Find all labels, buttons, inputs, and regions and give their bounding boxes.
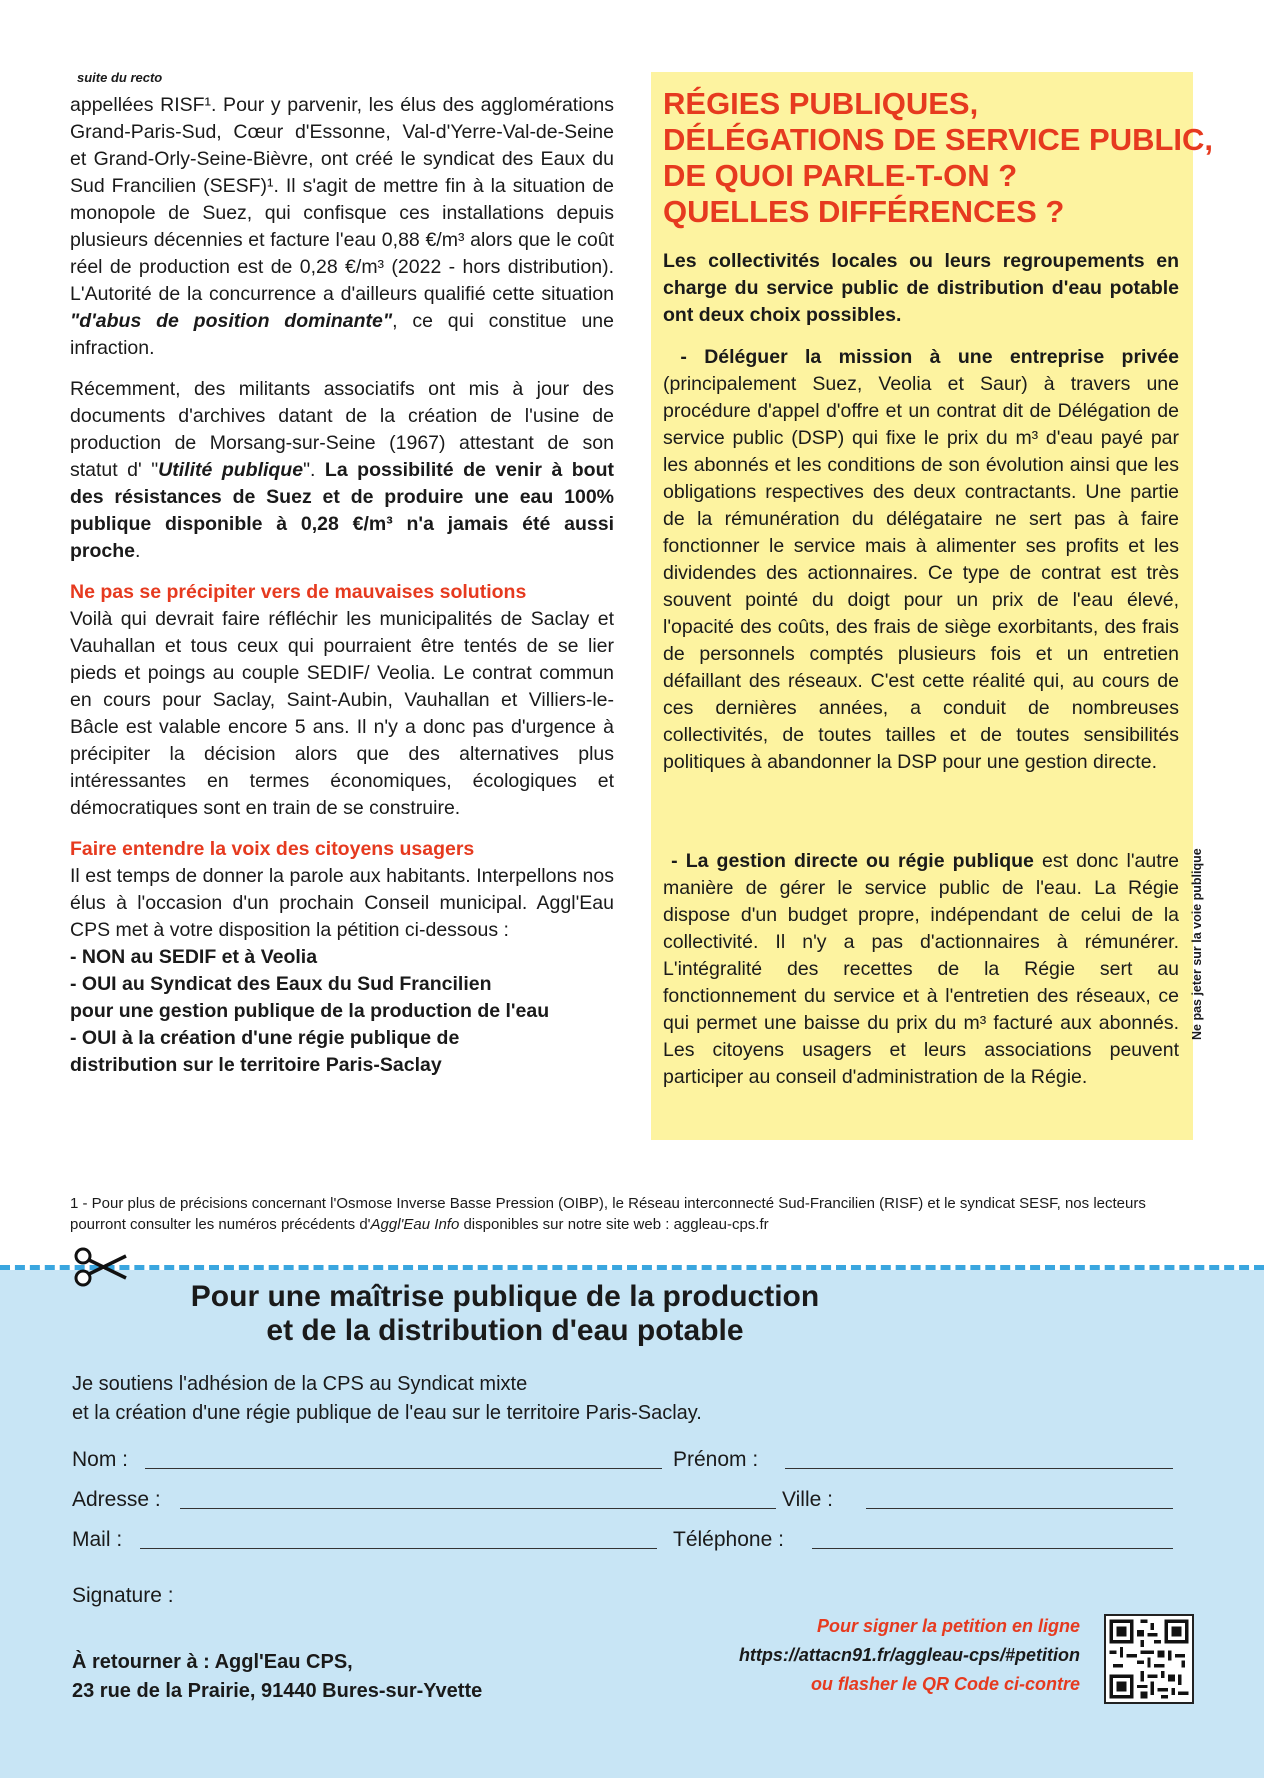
heading-solutions: Ne pas se précipiter vers de mauvaises solutions — [70, 581, 527, 603]
info-box-regie: - La gestion directe ou régie publique est donc l'autre manière de gérer le service public de l'eau. La Régie dispose d'un budget propre, indépendant de celui de la collectivité. Il n'y a pas d'actionnaires à rémunérer. L'intégralité des recettes de la Régie sert au fonctionnement du service et à l'entretien des réseaux, ce qui permet une baisse du prix du m³ facturé aux abonnés. Les citoyens usagers et leurs associations peuvent participer au conseil d'administration de la Régie. — [663, 850, 1179, 1088]
list-item: - OUI à la création d'une régie publique de — [70, 1027, 460, 1049]
list-item: pour une gestion publique de la production de l'eau — [70, 1000, 550, 1022]
info-box-dsp: - Déléguer la mission à une entreprise privée (principalement Suez, Veolia et Saur) à travers une procédure d'appel d'offre et un contrat dit de Délégation de service public (DSP) qui fixe le prix du m³ d'eau payé par les abonnés et les conditions de son évolution ainsi que les obligations respectives des deux contractants. Une partie de la rémunération du délégataire ne sert pas à faire fonctionner le service mais à alimenter ses profits et les dividendes des actionnaires. Ce type de contrat est très souvent pointé du doigt pour un prix de l'eau élevé, l'opacité des coûts, des frais de siège exorbitants, des frais de personnels comptés plusieurs fois et un entretien défaillant des réseaux. C'est cette réalité qui, au cours de ces dernières années, a conduit de nombreuses collectivités, de toutes tailles et de toutes sensibilités politiques à abandonner la DSP pour une gestion directe. — [663, 346, 1179, 773]
return-address: À retourner à : Aggl'Eau CPS, 23 rue de la Prairie, 91440 Bures-sur-Yvette — [72, 1651, 483, 1702]
continued-note: suite du recto — [77, 70, 163, 85]
mail-field[interactable] — [140, 1548, 657, 1549]
footnote: 1 - Pour plus de précisions concernant l'Osmose Inverse Basse Pression (OIBP), le Réseau interconnecté Sud-Francilien (RISF) et le syndicat SESF, nos lecteurs pourront consulter les numéros précédents d'Aggl'Eau Info disponibles sur notre site web : aggleau-cps.fr — [70, 1195, 1146, 1233]
mail-label: Mail : — [72, 1528, 123, 1551]
telephone-field[interactable] — [812, 1548, 1173, 1549]
petition-title: Pour une maîtrise publique de la production et de la distribution d'eau potable — [190, 1280, 820, 1347]
info-box-title: RÉGIES PUBLIQUES, DÉLÉGATIONS DE SERVICE PUBLIC, DE QUOI PARLE-T-ON ? QUELLES DIFFÉRENCES ? — [663, 86, 1214, 229]
petition-points — [70, 944, 614, 1079]
adresse-label: Adresse : — [72, 1488, 161, 1511]
paragraph-1: appellées RISF¹. Pour y parvenir, les élus des agglomérations Grand-Paris-Sud, Cœur d'Essonne, Val-d'Yerre-Val-de-Seine et Grand-Orly-Seine-Bièvre, ont créé le syndicat des Eaux du Sud Francilien (SESF)¹. Il s'agit de mettre fin à la situation de monopole de Suez, qui confisque ces installations depuis plusieurs décennies et facture l'eau 0,88 €/m³ alors que le coût réel de production est de 0,28 €/m³ (2022 - hors distribution). L'Autorité de la concurrence a d'ailleurs qualifié cette situation "d'abus de position dominante", ce qui constitue une infraction. — [70, 94, 614, 359]
signature-label: Signature : — [72, 1584, 174, 1607]
paragraph-4: Il est temps de donner la parole aux habitants. Interpellons nos élus à l'occasion d'un prochain Conseil municipal. Aggl'Eau CPS met à votre disposition la pétition ci-dessous : — [70, 865, 614, 941]
prenom-label: Prénom : — [673, 1448, 759, 1471]
ville-label: Ville : — [782, 1488, 833, 1511]
paragraph-2: Récemment, des militants associatifs ont mis à jour des documents d'archives datant de la création de l'usine de production de Morsang-sur-Seine (1967) attestant de son statut d' "Utilité publique". La possibilité de venir à bout des résistances de Suez et de produire une eau 100% publique disponible à 0,28 €/m³ n'a jamais été aussi proche. — [70, 378, 615, 562]
litter-note: Ne pas jeter sur la voie publique — [1190, 848, 1204, 1040]
nom-label: Nom : — [72, 1448, 129, 1471]
list-item: - NON au SEDIF et à Veolia — [70, 946, 318, 968]
telephone-label: Téléphone : — [673, 1528, 784, 1551]
heading-citizens: Faire entendre la voix des citoyens usagers — [70, 838, 475, 860]
paragraph-3: Voilà qui devrait faire réfléchir les municipalités de Saclay et Vauhallan et tous ceux qui pourraient être tentés de se lier pieds et poings au couple SEDIF/ Veolia. Le contrat commun en cours pour Saclay, Saint-Aubin, Vauhallan et Villiers-le-Bâcle est valable encore 5 ans. Il n'y a donc pas d'urgence à précipiter la décision alors que des alternatives plus intéressantes en termes économiques, écologiques et démocratiques sont en train de se construire. — [70, 608, 614, 819]
cut-line — [0, 1265, 1264, 1270]
left-column — [70, 92, 614, 1079]
petition-link[interactable]: https://attacn91.fr/aggleau-cps/#petition — [738, 1645, 1080, 1665]
online-petition-info: Pour signer la petition en ligne https://attacn91.fr/aggleau-cps/#petition ou flasher le QR Code ci-contre — [620, 1612, 1080, 1699]
qr-code-icon[interactable] — [1104, 1614, 1194, 1704]
list-item: - OUI au Syndicat des Eaux du Sud Francilien — [70, 973, 492, 995]
prenom-field[interactable] — [785, 1468, 1173, 1469]
adresse-field[interactable] — [180, 1508, 776, 1509]
info-box-intro: Les collectivités locales ou leurs regroupements en charge du service public de distribution d'eau potable ont deux choix possibles. — [663, 250, 1179, 326]
nom-field[interactable] — [145, 1468, 662, 1469]
ville-field[interactable] — [866, 1508, 1173, 1509]
list-item: distribution sur le territoire Paris-Saclay — [70, 1054, 442, 1076]
support-statement: Je soutiens l'adhésion de la CPS au Syndicat mixte et la création d'une régie publique de l'eau sur le territoire Paris-Saclay. — [72, 1373, 702, 1424]
